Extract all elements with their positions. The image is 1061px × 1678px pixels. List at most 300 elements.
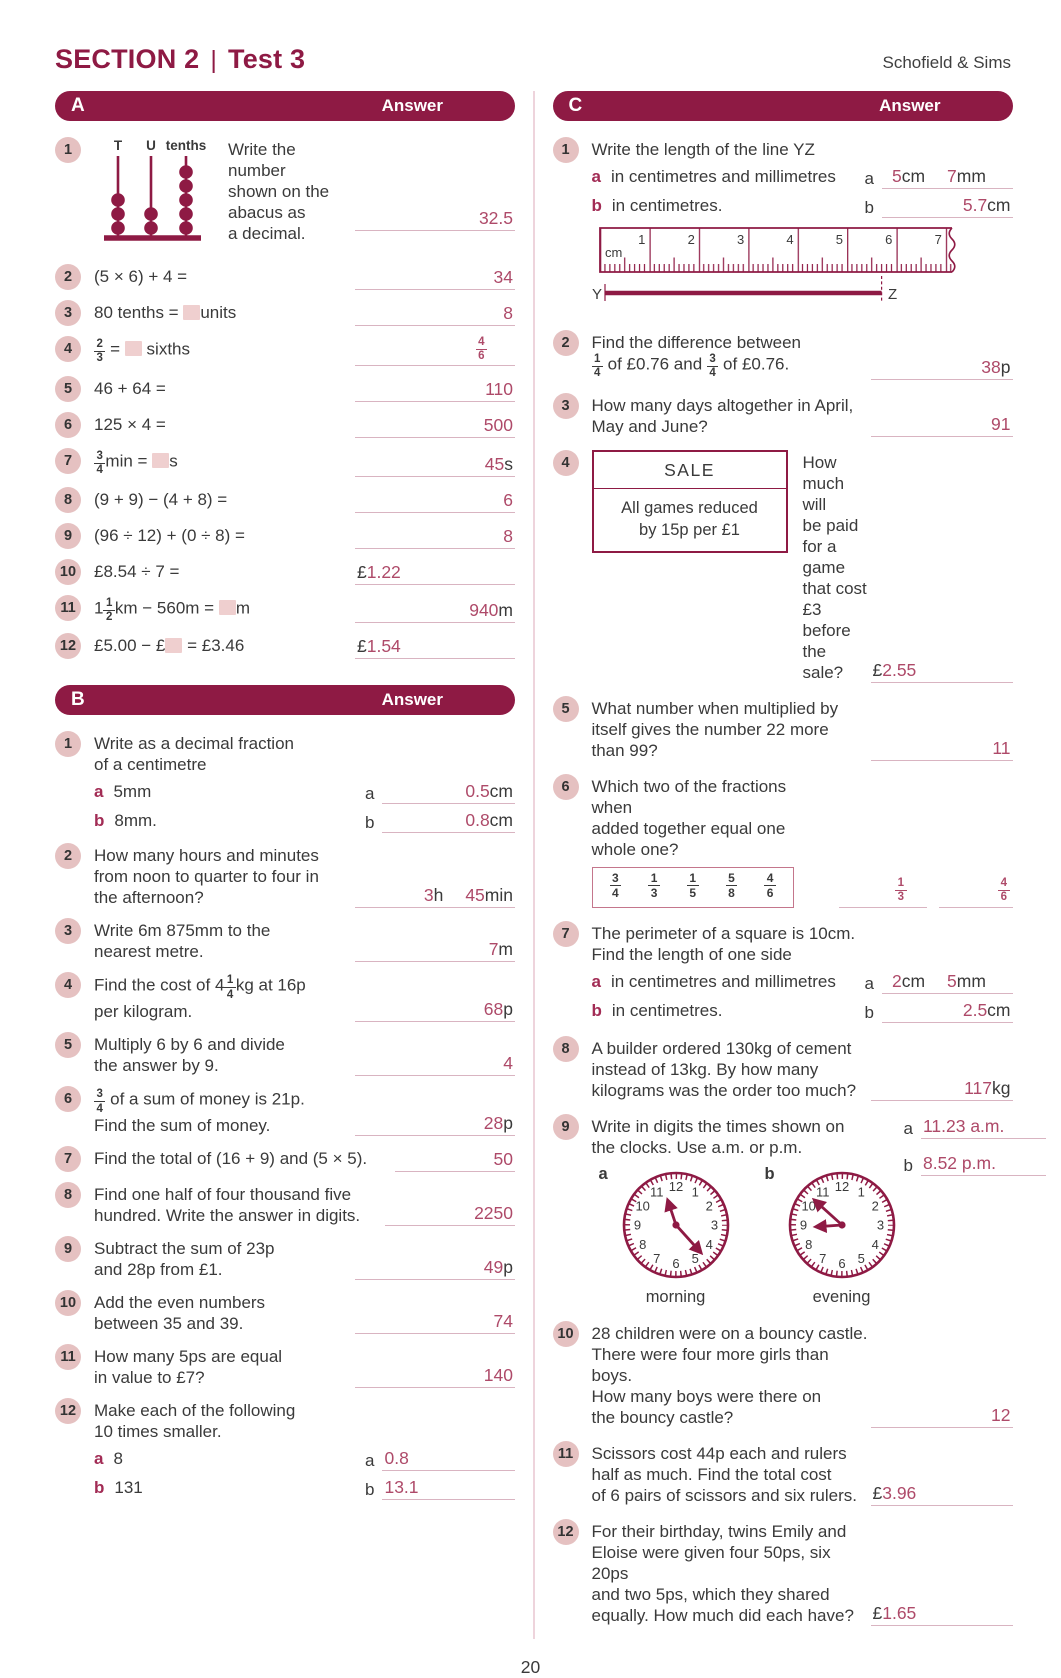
question-line: per kilogram. [94,1002,193,1022]
question-line: between 35 and 39. [94,1314,244,1334]
question-line: How many boys were there on [591,1386,822,1406]
answer-unit: p [1000,356,1011,377]
answer-line [355,939,515,962]
answer-value: 8 [503,303,513,323]
svg-text:11: 11 [815,1184,830,1200]
question-line: How many days altogether in April, [591,395,854,415]
answer-unit: mm [956,166,986,186]
answer-line [871,357,1013,380]
answer-line [871,1603,1013,1626]
answer-unit: cm [901,970,926,991]
answer-value: 3 [423,885,434,906]
svg-text:5: 5 [835,232,843,247]
fraction: 5 8 [726,872,738,900]
answer-value: 2.5 [962,999,988,1020]
answer-line [382,781,515,804]
sub-letter: b [591,1000,602,1020]
answer-value: 117 [964,1077,993,1098]
question-line: 10 times smaller. [94,1422,222,1442]
answer-line [355,1365,515,1388]
sub-text: in centimetres. [611,1000,723,1020]
answer-label: a [903,1118,913,1138]
answer-unit: min [484,885,513,906]
answer-value: 3.96 [882,1482,917,1503]
answer-value: 5 [891,166,902,186]
answer-value: 5.7 [962,195,988,215]
sub-text: 131 [114,1478,143,1498]
section-b-letter: B [71,689,85,711]
question-a2 [55,264,515,290]
ruler-unit-label: cm [604,245,622,260]
answer-label: a [365,1451,375,1471]
question-text: 46 + 64 = [94,378,166,398]
answer-fraction: 4 6 [998,877,1009,904]
svg-text:11: 11 [649,1184,664,1200]
svg-text:4: 4 [705,1236,713,1252]
question-line: Subtract the sum of 23p [94,1239,275,1259]
answer-unit: mm [956,970,986,991]
question-text [94,1290,355,1334]
currency-symbol: £ [357,561,367,582]
svg-text:5: 5 [691,1250,699,1266]
answer-label: b [365,813,375,833]
answer-value: 2 [891,970,902,991]
answer-header-label: Answer [879,96,941,115]
answer-unit: cm [901,166,926,186]
sale-title: SALE [664,459,715,480]
answer-header-label: Answer [381,690,443,710]
question-line: £3 before [802,599,851,640]
answer-unit: s [504,453,513,474]
answer-unit: cm [987,195,1011,215]
question-text [94,1344,355,1388]
answer-line [882,166,1013,189]
question-number: 5 [553,696,579,722]
question-line: abacus as [228,203,306,222]
answer-line [385,1203,515,1226]
question-line: Eloise were given four 50ps, six 20ps [591,1542,831,1583]
question-line: the afternoon? [94,888,204,908]
answer-unit: kg [992,1077,1011,1098]
answer-line [355,636,515,659]
question-number: 8 [55,487,81,513]
answer-line [871,414,1013,437]
answer-value: 91 [991,413,1011,434]
fraction: $\frac{3}{4}$ [707,353,718,380]
question-b7 [55,1146,515,1172]
sub-text: in centimetres. [611,196,723,215]
answer-header-label: Answer [381,96,443,115]
question-line: of a sum of money is 21p. [110,1089,305,1109]
fraction: 3 4 [610,872,622,900]
answer-unit: p [503,999,513,1020]
answer-line [355,336,515,366]
answer-line [355,562,515,585]
answer-fractions [823,877,1013,908]
answer-value: 45 [484,453,505,474]
answer-unit: p [503,1257,513,1278]
question-line: Make each of the following [94,1401,296,1421]
question-line: Write as a decimal fraction [94,734,294,754]
column-divider [533,91,535,1639]
question-number: 7 [553,921,579,947]
answer-value: 13.1 [384,1477,419,1498]
question-text [94,1182,385,1226]
answer-line [355,1113,515,1136]
line-z-label: Z [887,286,897,303]
answer-value: 11 [992,737,1011,758]
question-a10 [55,559,515,585]
question-text [94,336,355,366]
question-b4 [55,972,515,1022]
answer-line [355,454,515,477]
question-line: and 28p from £1. [94,1260,223,1280]
question-b8 [55,1182,515,1226]
answer-line [871,738,1013,761]
sub-text: in centimetres and millimetres [610,167,836,186]
question-line: How many 5ps are equal [94,1347,283,1367]
question-line: Find one half of four thousand five [94,1185,352,1205]
sub-letter: b [94,811,105,831]
svg-text:3: 3 [876,1217,884,1233]
currency-symbol: £ [872,1482,883,1503]
answer-line [355,600,515,623]
clock-b-face [780,1168,904,1282]
question-line: Which two of the fractions when [591,776,787,817]
answer-line [382,1448,515,1471]
question-number: 10 [55,559,81,585]
sub-item-a [94,781,515,804]
fraction: $\frac{1}{4}$ [592,353,603,380]
question-b6 [55,1086,515,1136]
question-line: of £0.76. [723,354,790,374]
answer-line [921,1116,1046,1139]
section-title: SECTION 2 [55,44,200,74]
sub-text: 5mm [113,782,152,802]
question-line: A builder ordered 130kg of cement [591,1038,852,1058]
question-text: 125 × 4 = [94,414,166,434]
clock-b-caption: evening [812,1287,871,1306]
answer-value: 34 [493,267,513,287]
question-text [94,633,355,659]
answer-line [939,877,1013,908]
svg-text:2: 2 [687,232,695,247]
question-line: of £0.76 and [607,354,703,374]
question-line: hundred. Write the answer in digits. [94,1206,361,1226]
question-line: 1 [94,598,104,618]
question-number: 1 [55,137,81,163]
question-number: 4 [55,336,81,362]
clock-a-caption: morning [645,1287,706,1306]
question-line: game that cost [802,557,867,598]
answer-fraction: 1 3 [895,877,906,904]
svg-text:2: 2 [871,1198,879,1214]
svg-text:7: 7 [818,1250,826,1266]
question-line: the sale? [802,641,844,682]
answer-unit: cm [987,999,1011,1020]
answer-line [355,208,515,231]
question-c2 [553,330,1013,380]
question-line: the bouncy castle? [591,1407,734,1427]
question-line: added together equal one whole one? [591,818,786,859]
svg-text:6: 6 [884,232,892,247]
question-c6 [553,774,1013,908]
sale-text: All games reduced [621,498,758,517]
question-text [592,1321,871,1428]
sub-item-b [94,810,515,833]
question-number: 3 [55,300,81,326]
answer-label: b [864,1002,874,1022]
question-line: km − 560m = [114,598,215,618]
answer-label: b [864,198,874,217]
fraction: $\frac{3}{4}$ [94,450,105,477]
svg-text:12: 12 [834,1178,849,1194]
clock-a [598,1164,738,1308]
answer-value: 49 [483,1257,504,1278]
answer-label: a [864,169,874,188]
question-line: Scissors cost 44p each and rulers [591,1443,847,1463]
right-column [553,91,1013,1639]
answer-unit: m [498,939,513,960]
sub-letter: a [591,971,601,991]
question-line: units [200,303,237,322]
question-text [94,918,355,962]
answer-label: b [365,1480,375,1500]
question-text [94,1086,355,1136]
answer-a-row [904,1116,1046,1139]
question-number: 8 [553,1036,579,1062]
question-line: nearest metre. [94,942,204,962]
sub-item-a [592,971,1013,994]
currency-symbol: £ [872,1602,883,1623]
answer-value: 940 [469,600,499,621]
answer-value: 500 [483,414,513,435]
answer-value: 2250 [474,1203,513,1224]
answer-value: 74 [493,1311,513,1332]
question-line: kg at 16p [235,975,306,995]
question-line: of a centimetre [94,755,207,775]
question-a7 [55,448,515,477]
sub-text: in centimetres and millimetres [610,971,836,991]
question-line: Find the length of one side [591,944,792,964]
question-c7 [553,921,1013,1023]
question-number: 5 [55,376,81,402]
question-a1 [55,137,515,249]
question-text [803,450,871,683]
question-line: Find the sum of money. [94,1116,271,1136]
question-c9 [553,1114,1013,1308]
question-number: 8 [55,1182,81,1208]
question-line: shown on the [228,182,330,201]
question-text [94,595,355,624]
question-line: of 6 pairs of scissors and six rulers. [591,1485,857,1505]
sub-text: 8 [113,1449,123,1469]
question-text: (5 × 6) + 4 = [94,267,188,286]
answer-value: 12 [991,1404,1011,1425]
answer-line [871,660,1013,683]
question-text [228,137,355,249]
question-number: 6 [55,412,81,438]
answer-line [355,415,515,438]
sub-item-b [94,1477,515,1500]
sub-item-b [592,1000,1013,1023]
answer-line [921,1153,1046,1176]
abacus-figure [94,137,212,249]
answer-value: 140 [483,1365,513,1386]
question-a5 [55,376,515,402]
question-number: 3 [553,393,579,419]
answer-line [871,1405,1013,1428]
question-number: 4 [553,450,579,476]
svg-text:4: 4 [785,232,794,247]
fraction-list-box [592,867,794,908]
answer-value: 7 [947,166,957,186]
question-number: 1 [55,731,81,757]
question-number: 6 [553,774,579,800]
answer-value: 110 [485,378,513,399]
question-text [592,1441,871,1506]
svg-text:1: 1 [691,1184,699,1200]
section-a-letter: A [71,95,85,116]
question-a8 [55,487,515,513]
question-c1 [553,137,1013,317]
question-number: 11 [55,595,81,621]
question-number: 12 [55,1398,81,1424]
question-text: Find the total of (16 + 9) and (5 × 5). [94,1149,368,1169]
sub-item-a [94,1448,515,1471]
blank-box [125,341,142,356]
question-line: Write the number [228,140,296,180]
question-a12 [55,633,515,659]
question-text: (9 + 9) − (4 + 8) = [94,489,228,509]
page-title [55,44,305,75]
answer-line [882,971,1013,994]
fraction: 1 5 [687,872,699,900]
question-number: 9 [553,1114,579,1140]
answer-value: 5 [947,970,957,991]
question-line: min = [105,451,148,471]
answer-unit: h [433,885,444,906]
answer-line [355,526,515,549]
answer-line [355,999,515,1022]
svg-text:9: 9 [799,1217,807,1233]
sub-item-b [592,195,1013,218]
answer-value: 7 [488,939,499,960]
section-c-bar [553,91,1013,121]
clock-a-letter: a [598,1164,608,1183]
question-a11 [55,595,515,624]
answer-unit: cm [489,781,513,802]
question-c11 [553,1441,1013,1506]
question-a9 [55,523,515,549]
question-line: May and June? [591,416,708,436]
answer-value: 1.65 [882,1602,917,1623]
question-text: (96 ÷ 12) + (0 ÷ 8) = [94,525,245,545]
answer-value: 0.8 [465,810,490,831]
question-line: Multiply 6 by 6 and divide [94,1035,285,1055]
question-text [94,1236,355,1280]
question-line: How much will [802,452,845,514]
question-number: 9 [55,523,81,549]
clock-a-face [614,1168,738,1282]
question-line: Find the difference between [591,333,801,352]
question-line: The perimeter of a square is 10cm. [591,923,856,943]
question-line: the answer by 9. [94,1056,219,1076]
answer-line [355,490,515,513]
svg-text:8: 8 [638,1236,646,1252]
question-line: in value to £7? [94,1368,205,1388]
svg-text:7: 7 [652,1250,660,1266]
question-line: Write the length of the line YZ [591,140,815,159]
question-number: 7 [55,448,81,474]
answer-value: 0.8 [384,1448,409,1469]
question-number: 2 [55,264,81,290]
answer-line [871,1078,1013,1101]
question-text [94,300,355,326]
answer-value: 68 [483,999,504,1020]
fraction: $\frac{1}{4}$ [224,974,235,1001]
svg-text:7: 7 [934,232,942,247]
sub-letter: b [94,1478,105,1498]
svg-text:2: 2 [705,1198,713,1214]
fraction: $\frac{2}{3}$ [94,338,105,365]
test-title: Test 3 [228,44,306,74]
blank-box [219,600,236,615]
answer-line [382,1477,515,1500]
question-c3 [553,393,1013,437]
answer-line [355,885,515,908]
answer-label: a [365,784,375,804]
answer-line [355,1257,515,1280]
question-number: 11 [55,1344,81,1370]
sale-text: by 15p per £1 [639,520,740,539]
line-y-label: Y [591,286,602,303]
question-a6 [55,412,515,438]
question-c5 [553,696,1013,761]
page-columns [0,91,1061,1639]
answer-unit: cm [489,810,513,831]
answer-line [355,1311,515,1334]
answer-b-row [904,1153,1046,1176]
question-line: How many hours and minutes [94,846,319,866]
question-b2 [55,843,515,908]
answer-value: 11.23 a.m. [922,1115,1005,1136]
question-b9 [55,1236,515,1280]
question-number: 5 [55,1032,81,1058]
question-number: 12 [55,633,81,659]
question-text [592,393,871,437]
answer-value: 45 [465,885,485,906]
question-line: £5.00 − £ [94,636,166,656]
question-line: the clocks. Use a.m. or p.m. [591,1137,803,1157]
svg-text:4: 4 [871,1236,879,1252]
svg-text:1: 1 [857,1184,865,1200]
clock-b [764,1164,904,1308]
sale-sign [592,450,788,553]
question-line: Write in digits the times shown on [591,1116,845,1136]
question-text [592,330,871,380]
question-number: 7 [55,1146,81,1172]
svg-text:8: 8 [804,1236,812,1252]
question-line: from noon to quarter to four in [94,867,319,887]
question-line: Find the cost of 4 [94,975,225,995]
svg-text:6: 6 [671,1255,680,1271]
question-number: 2 [553,330,579,356]
question-line: m [235,598,250,618]
fraction: 1 3 [648,872,660,900]
sub-item-a [592,166,1013,189]
answer-line [355,379,515,402]
